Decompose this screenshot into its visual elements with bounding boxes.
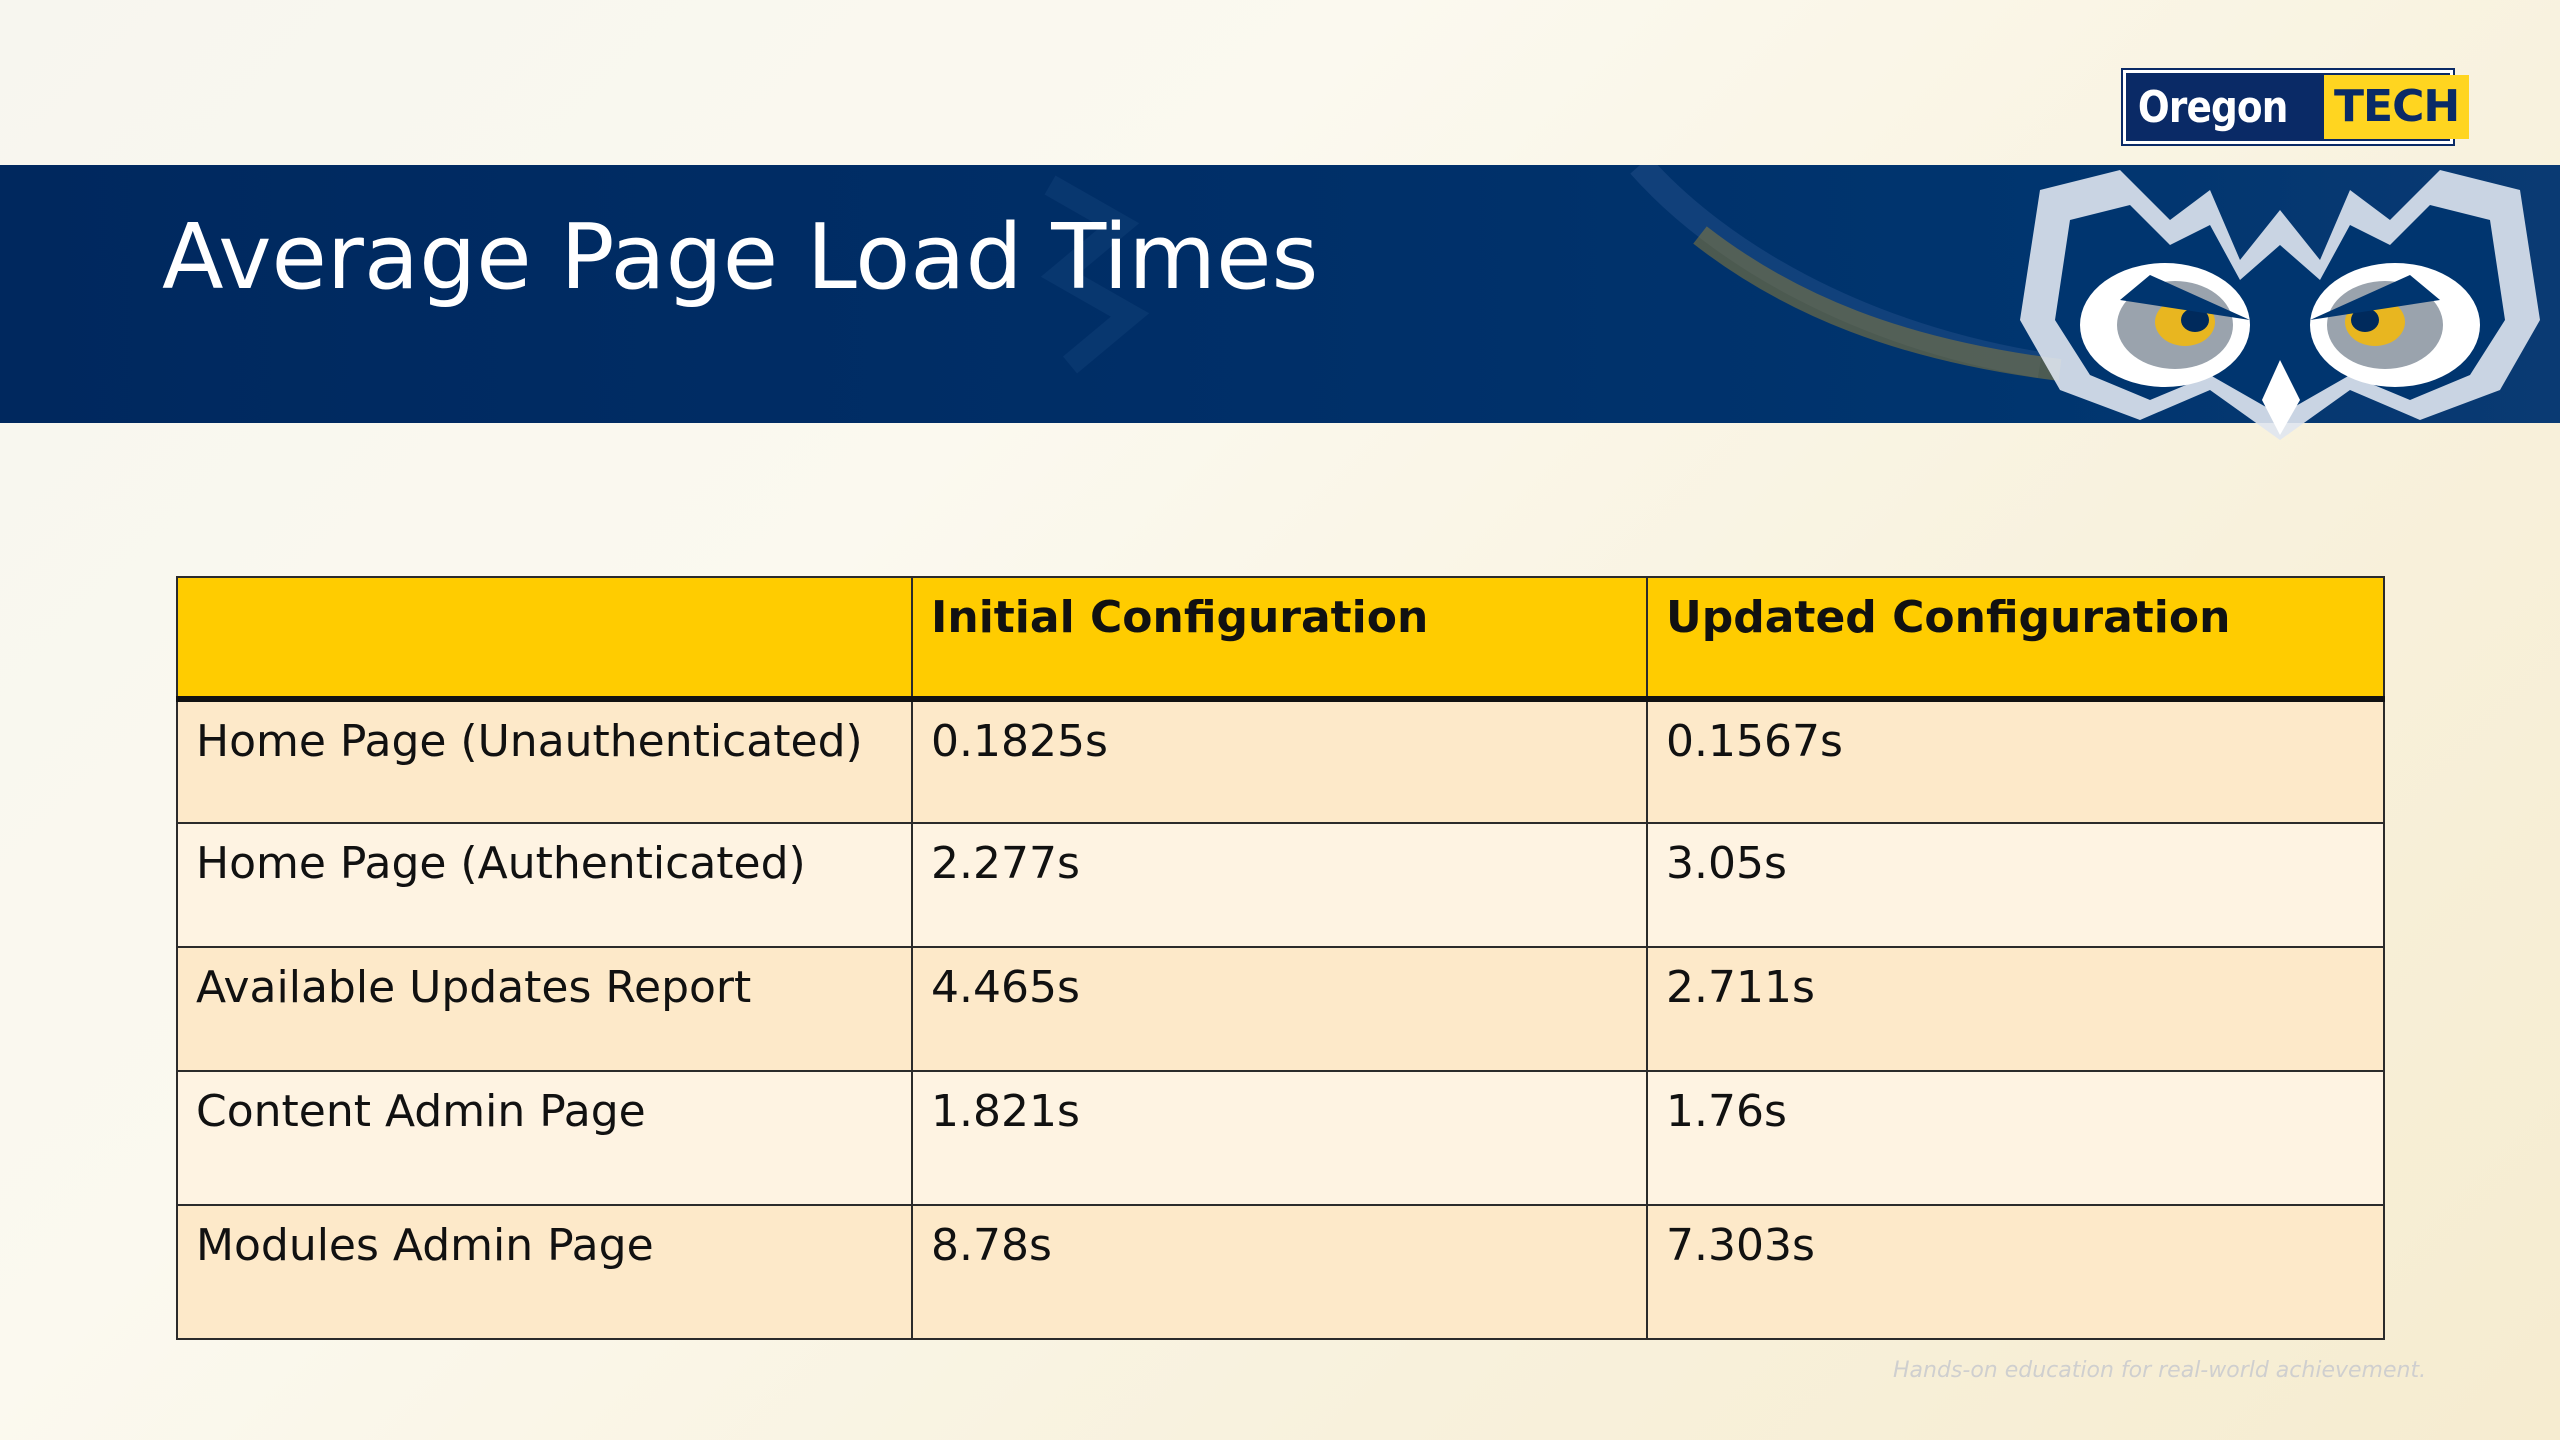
header-cell-updated: Updated Configuration <box>1647 577 2384 699</box>
row-label: Modules Admin Page <box>177 1205 912 1339</box>
updated-value: 0.1567s <box>1647 699 2384 823</box>
header-cell-initial: Initial Configuration <box>912 577 1647 699</box>
updated-value: 1.76s <box>1647 1071 2384 1205</box>
initial-value: 8.78s <box>912 1205 1647 1339</box>
initial-value: 4.465s <box>912 947 1647 1071</box>
logo-oregon-text: Oregon <box>2137 81 2288 133</box>
logo-tech-text: TECH <box>2324 75 2469 139</box>
table-row <box>177 823 2384 947</box>
oregon-tech-logo <box>2123 70 2460 144</box>
table-row <box>177 1205 2384 1339</box>
footer-tagline: Hands-on education for real-world achievement. <box>1893 1358 2427 1383</box>
slide-title: Average Page Load Times <box>162 205 1319 310</box>
initial-value: 1.821s <box>912 1071 1647 1205</box>
updated-value: 7.303s <box>1647 1205 2384 1339</box>
header-cell-page <box>177 577 912 699</box>
load-times-table-container <box>176 576 2383 1340</box>
updated-value: 3.05s <box>1647 823 2384 947</box>
row-label: Home Page (Unauthenticated) <box>177 699 912 823</box>
load-times-table <box>176 576 2385 1340</box>
updated-value: 2.711s <box>1647 947 2384 1071</box>
initial-value: 2.277s <box>912 823 1647 947</box>
row-label: Home Page (Authenticated) <box>177 823 912 947</box>
owl-mascot-graphic <box>2000 150 2560 440</box>
initial-value: 0.1825s <box>912 699 1647 823</box>
row-label: Available Updates Report <box>177 947 912 1071</box>
table-header-row <box>177 577 2384 699</box>
table-row <box>177 947 2384 1071</box>
row-label: Content Admin Page <box>177 1071 912 1205</box>
table-row <box>177 1071 2384 1205</box>
table-row <box>177 699 2384 823</box>
